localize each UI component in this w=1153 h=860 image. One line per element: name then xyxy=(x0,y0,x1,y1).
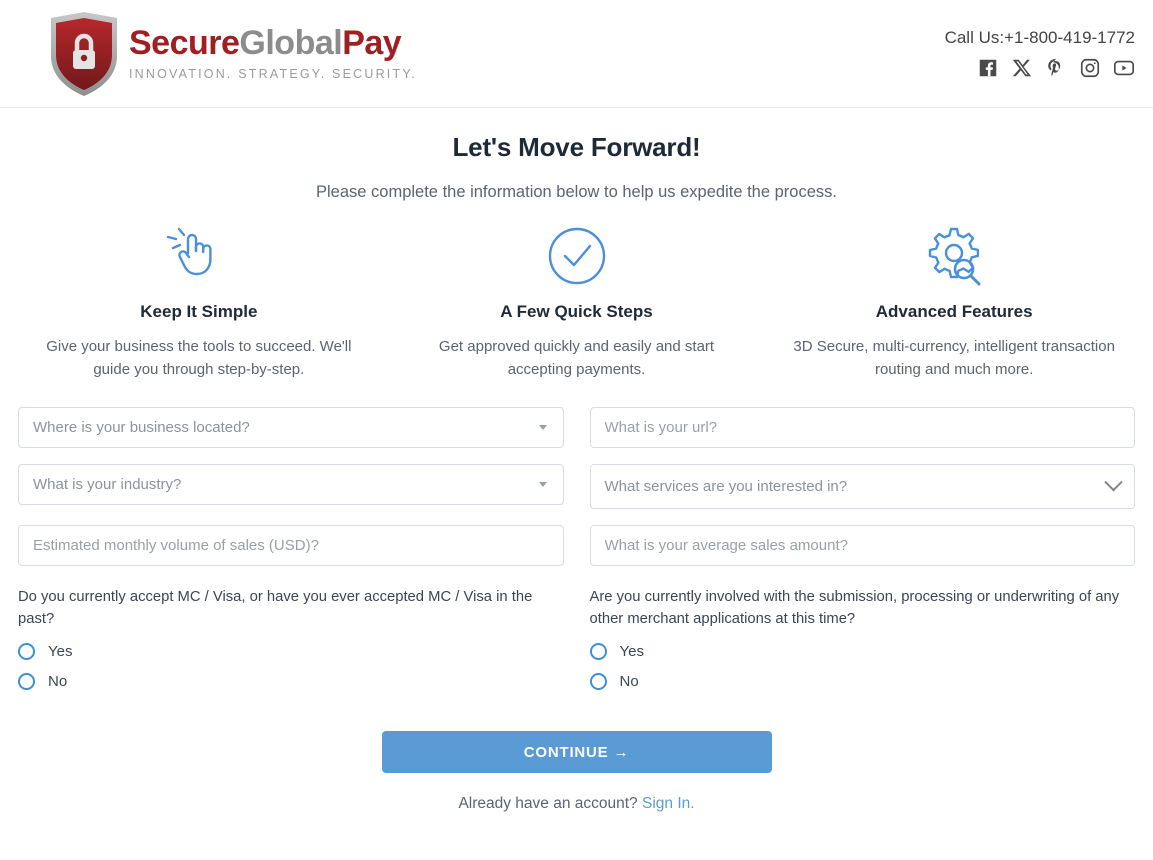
field-services xyxy=(590,464,1136,509)
radio-circle-icon[interactable] xyxy=(18,673,35,690)
radio-circle-icon[interactable] xyxy=(18,643,35,660)
industry-placeholder: What is your industry? xyxy=(33,476,182,493)
check-circle-icon xyxy=(410,224,744,288)
radio-option-accept-mc-visa-yes[interactable] xyxy=(18,643,564,660)
radio-circle-icon[interactable] xyxy=(590,673,607,690)
radio-option-label: No xyxy=(619,673,639,691)
feature-description: Give your business the tools to succeed. We'll guide you through step-by-step. xyxy=(46,338,352,378)
brand-word-pay: Pay xyxy=(342,24,402,62)
radio-option-other-applications-no[interactable] xyxy=(590,673,1136,690)
radio-group-other-applications xyxy=(590,582,1136,703)
hand-click-icon xyxy=(32,224,366,288)
radio-option-label: Yes xyxy=(48,643,73,661)
merchant-application-form xyxy=(0,407,1153,703)
brand-word-global: Global xyxy=(239,24,343,62)
field-industry xyxy=(18,464,564,509)
radio-option-label: Yes xyxy=(619,643,644,661)
call-us-text: Call Us:+1-800-419-1772 xyxy=(944,28,1135,47)
chevron-down-icon xyxy=(1104,473,1122,491)
feature-title: Keep It Simple xyxy=(140,302,258,321)
field-average-sale xyxy=(590,525,1136,566)
brand-tagline: INNOVATION. STRATEGY. SECURITY. xyxy=(129,67,417,81)
brand-word-secure: Secure xyxy=(129,24,240,62)
signin-link[interactable]: Sign In. xyxy=(641,795,695,813)
monthly-volume-input[interactable] xyxy=(18,525,564,566)
intro-section xyxy=(0,108,1153,202)
radio-question: Do you currently accept MC / Visa, or have you ever accepted MC / Visa in the past? xyxy=(18,589,533,628)
url-input[interactable] xyxy=(590,407,1136,448)
brand-logo[interactable] xyxy=(45,10,417,98)
feature-description: Get approved quickly and easily and start accepting payments. xyxy=(438,338,715,378)
social-links xyxy=(945,57,1135,79)
services-select[interactable] xyxy=(590,464,1136,509)
page-title: Let's Move Forward! xyxy=(452,132,701,162)
field-business-location xyxy=(18,407,564,448)
facebook-icon[interactable] xyxy=(977,57,999,79)
feature-a-few-quick-steps xyxy=(388,224,766,381)
radio-circle-icon[interactable] xyxy=(590,643,607,660)
header-contact xyxy=(945,28,1135,79)
field-monthly-volume xyxy=(18,525,564,566)
page-subtitle: Please complete the information below to help us expedite the process. xyxy=(316,183,837,201)
shield-lock-icon xyxy=(45,10,123,98)
instagram-icon[interactable] xyxy=(1079,57,1101,79)
feature-title: A Few Quick Steps xyxy=(500,302,653,321)
pinterest-icon[interactable] xyxy=(1045,57,1067,79)
industry-select[interactable] xyxy=(18,464,564,505)
feature-advanced-features xyxy=(765,224,1143,381)
signin-prompt-text: Already have an account? xyxy=(458,795,638,813)
x-twitter-icon[interactable] xyxy=(1011,57,1033,79)
feature-description: 3D Secure, multi-currency, intelligent transaction routing and much more. xyxy=(793,338,1115,378)
gear-search-icon xyxy=(787,224,1121,288)
radio-option-label: No xyxy=(48,673,68,691)
continue-button[interactable]: CONTINUE → xyxy=(382,731,772,773)
radio-option-other-applications-yes[interactable] xyxy=(590,643,1136,660)
average-sale-input[interactable] xyxy=(590,525,1136,566)
form-actions xyxy=(0,731,1153,813)
radio-question: Are you currently involved with the submission, processing or underwriting of any other merchant applications at this time? xyxy=(589,589,1120,628)
feature-title: Advanced Features xyxy=(875,302,1033,321)
radio-option-accept-mc-visa-no[interactable] xyxy=(18,673,564,690)
business-location-select[interactable] xyxy=(18,407,564,448)
features-row xyxy=(0,224,1153,381)
radio-group-accept-mc-visa xyxy=(18,582,564,703)
feature-keep-it-simple xyxy=(10,224,388,381)
business-location-placeholder: Where is your business located? xyxy=(33,419,250,436)
caret-down-icon xyxy=(539,425,547,430)
field-url xyxy=(590,407,1136,448)
brand-wordmark xyxy=(129,26,417,60)
caret-down-icon xyxy=(539,482,547,487)
site-header xyxy=(0,0,1153,108)
services-placeholder: What services are you interested in? xyxy=(604,478,848,495)
signin-prompt xyxy=(0,795,1153,813)
youtube-icon[interactable] xyxy=(1113,57,1135,79)
